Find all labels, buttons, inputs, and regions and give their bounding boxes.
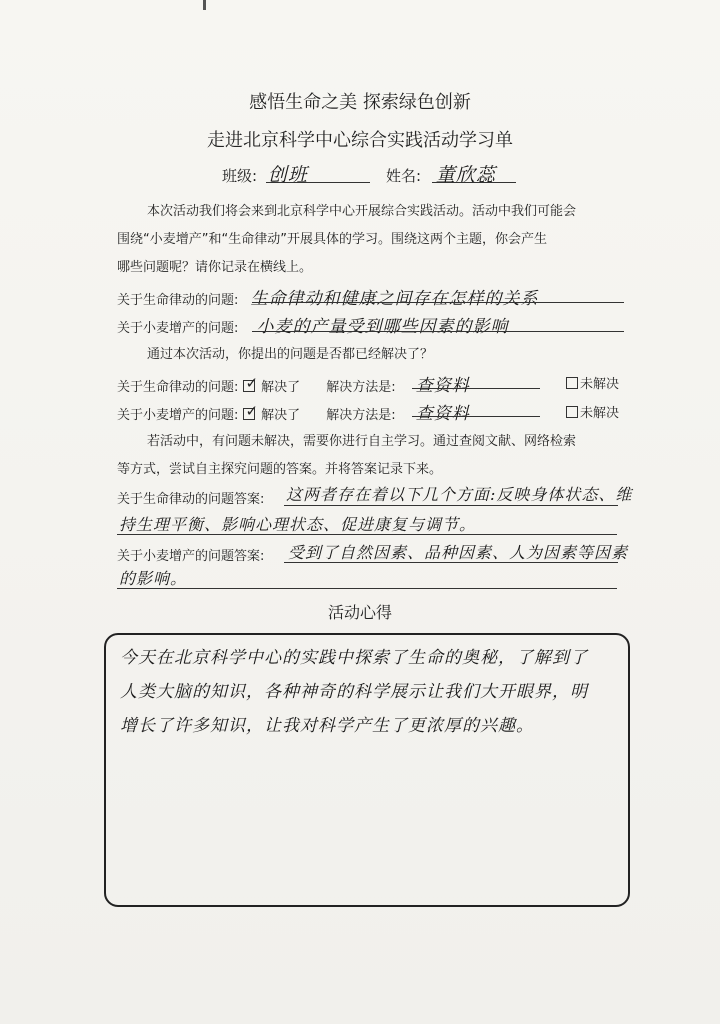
reflection-box xyxy=(104,633,630,907)
name-underline xyxy=(432,182,516,183)
unsolved-1-checkbox[interactable] xyxy=(566,377,578,389)
question-1-underline xyxy=(252,302,624,303)
reflection-line-3: 增长了许多知识，让我对科学产生了更浓厚的兴趣。 xyxy=(120,716,534,736)
name-label: 姓名: xyxy=(386,167,422,185)
reflection-line-2: 人类大脑的知识，各种神奇的科学展示让我们大开眼界，明 xyxy=(120,682,588,702)
reflection-text xyxy=(120,641,618,743)
question-1-row xyxy=(117,284,539,309)
answer-2-label: 关于小麦增产的问题答案: xyxy=(117,549,265,564)
method-2-label: 解决方法是: xyxy=(326,408,396,423)
self-study-line-1: 若活动中，有问题未解决，需要你进行自主学习。通过查阅文献、网络检索 xyxy=(147,434,577,449)
solved-1-label: 关于生命律动的问题: xyxy=(117,380,239,395)
answer-2-line-1: 受到了自然因素、品种因素、人为因素等因素 xyxy=(288,543,629,562)
question-1-label: 关于生命律动的问题: xyxy=(117,293,239,308)
method-2-underline xyxy=(412,416,540,417)
intro-paragraph xyxy=(117,198,637,282)
solved-question: 通过本次活动，你提出的问题是否都已经解决了？ xyxy=(147,347,434,362)
intro-line-2: 围绕“小麦增产”和“生命律动”开展具体的学习。围绕这两个主题，你会产生 xyxy=(117,232,547,247)
answer-2-underline-1 xyxy=(284,562,618,563)
unsolved-1-text: 未解决 xyxy=(580,377,620,392)
solved-row-1 xyxy=(117,371,470,396)
intro-line-3: 哪些问题呢？请你记录在横线上。 xyxy=(117,260,313,275)
solved-2-label: 关于小麦增产的问题: xyxy=(117,408,239,423)
method-1-value: 查资料 xyxy=(415,376,470,396)
method-1-underline xyxy=(412,388,540,389)
scan-mark xyxy=(203,0,206,10)
question-2-row xyxy=(117,312,509,337)
question-2-label: 关于小麦增产的问题: xyxy=(117,321,239,336)
page-subtitle: 走进北京科学中心综合实践活动学习单 xyxy=(207,130,513,151)
answer-1-label: 关于生命律动的问题答案: xyxy=(117,492,265,507)
answer-1-line-2: 持生理平衡、影响心理状态、促进康复与调节。 xyxy=(119,515,477,534)
check-mark-icon: ✓ xyxy=(245,402,259,420)
answer-2-line-2: 的影响。 xyxy=(119,569,188,588)
question-2-underline xyxy=(252,331,624,332)
unsolved-2 xyxy=(566,402,619,421)
solved-row-2 xyxy=(117,399,470,424)
class-label: 班级: xyxy=(222,167,258,185)
name-value: 董欣蕊 xyxy=(435,164,496,186)
self-study-line-2: 等方式，尝试自主探究问题的答案。并将答案记录下来。 xyxy=(117,462,443,477)
intro-line-1: 本次活动我们将会来到北京科学中心开展综合实践活动。活动中我们可能会 xyxy=(147,204,577,219)
check-mark-icon: ✓ xyxy=(245,374,259,392)
self-study-paragraph xyxy=(117,428,637,484)
unsolved-1 xyxy=(566,373,619,392)
solved-2-text: 解决了 xyxy=(261,408,301,423)
question-1-answer: 生命律动和健康之间存在怎样的关系 xyxy=(250,289,539,309)
answer-1-underline-1 xyxy=(284,505,618,506)
question-2-answer: 小麦的产量受到哪些因素的影响 xyxy=(256,317,509,337)
answer-2-underline-2 xyxy=(117,588,617,589)
method-2-value: 查资料 xyxy=(415,404,470,424)
solved-1-text: 解决了 xyxy=(261,380,301,395)
class-underline xyxy=(266,182,370,183)
reflection-heading: 活动心得 xyxy=(327,603,392,622)
page-title: 感悟生命之美 探索绿色创新 xyxy=(249,92,471,113)
unsolved-2-checkbox[interactable] xyxy=(566,406,578,418)
class-value: 创班 xyxy=(267,164,308,186)
answer-1-underline-2 xyxy=(117,534,617,535)
answer-1-line-1: 这两者存在着以下几个方面:反映身体状态、维 xyxy=(286,485,633,504)
reflection-line-1: 今天在北京科学中心的实践中探索了生命的奥秘，了解到了 xyxy=(120,648,588,668)
method-1-label: 解决方法是: xyxy=(326,380,396,395)
unsolved-2-text: 未解决 xyxy=(580,406,620,421)
